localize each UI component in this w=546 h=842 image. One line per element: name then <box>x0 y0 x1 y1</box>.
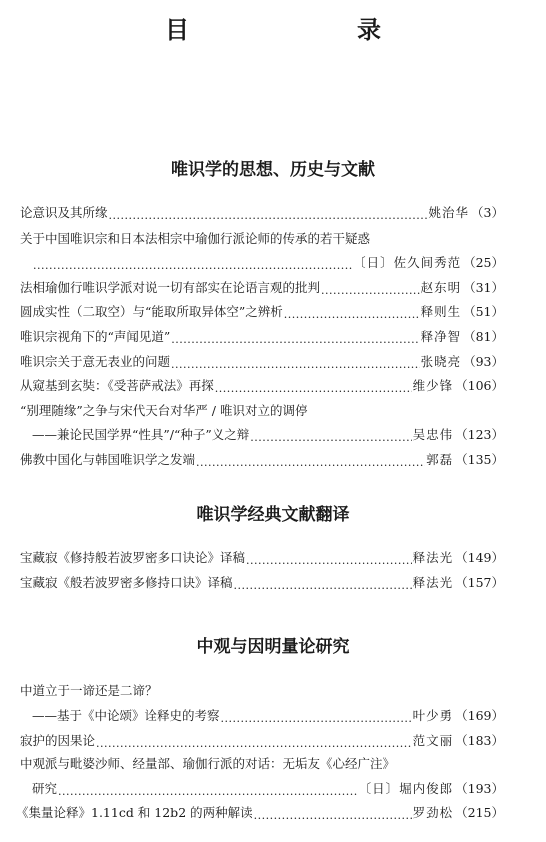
entry-title: 关于中国唯识宗和日本法相宗中瑜伽行派论师的传承的若干疑惑 <box>20 231 371 246</box>
toc-entry <box>20 373 504 395</box>
dot-leader <box>171 357 420 371</box>
entry-author: 吴忠伟 <box>412 427 454 442</box>
entry-title: 论意识及其所缘 <box>20 205 108 220</box>
entry-title: 宝藏寂《般若波罗密多修持口诀》译稿 <box>20 575 233 590</box>
entry-title: 中观派与毗婆沙师、经量部、瑜伽行派的对话：无垢友《心经广注》 <box>20 756 396 771</box>
entry-author: 释净智 <box>420 329 462 344</box>
entry-author: 释则生 <box>420 304 462 319</box>
entry-page: （135） <box>455 452 504 467</box>
entry-author: 罗劲松 <box>412 805 454 820</box>
dot-leader <box>215 381 412 395</box>
toc-entry <box>20 570 504 592</box>
dot-leader <box>246 553 412 567</box>
dot-leader <box>96 736 412 750</box>
page-title: 目 录 <box>165 16 421 44</box>
entry-author: 〔日〕堀内俊郎 <box>358 781 454 796</box>
section-heading-3: 中观与因明量论研究 <box>196 637 350 657</box>
entry-page: （25） <box>463 255 504 270</box>
entry-page: （3） <box>471 205 504 220</box>
toc-entry <box>20 200 504 222</box>
entry-author: 叶少勇 <box>412 708 454 723</box>
dot-leader <box>254 808 412 822</box>
entry-title: ——基于《中论颂》诠释史的考察 <box>32 708 220 723</box>
toc-entry <box>32 422 504 444</box>
dot-leader <box>250 430 411 444</box>
entry-title: 佛教中国化与韩国唯识学之发端 <box>20 452 196 467</box>
entry-page: （157） <box>455 575 504 590</box>
toc-entry <box>32 250 504 272</box>
entry-page: （183） <box>455 733 504 748</box>
entry-author: 张晓亮 <box>420 354 462 369</box>
toc-entry <box>20 275 504 297</box>
toc-entry <box>20 299 504 321</box>
entry-author: 范文丽 <box>412 733 454 748</box>
entry-title: 法相瑜伽行唯识学派对说一切有部实在论语言观的批判 <box>20 280 321 295</box>
toc-entry <box>20 349 504 371</box>
entry-page: （51） <box>463 304 504 319</box>
dot-leader <box>284 307 420 321</box>
entry-page: （93） <box>463 354 504 369</box>
entry-author: 释法光 <box>412 550 454 565</box>
toc-entry <box>20 545 504 567</box>
section-heading-1: 唯识学的思想、历史与文献 <box>171 160 375 180</box>
entry-author: 释法光 <box>412 575 454 590</box>
entry-title: 圆成实性（二取空）与“能取所取异体空”之辨析 <box>20 304 283 319</box>
toc-entry <box>20 447 504 469</box>
toc-entry <box>20 728 504 750</box>
entry-author: 维少锋 <box>412 378 454 393</box>
entry-author: 赵东明 <box>420 280 462 295</box>
entry-title: 《集量论释》1.11cd 和 12b2 的两种解读 <box>16 805 253 820</box>
entry-title: 宝藏寂《修持般若波罗密多口诀论》译稿 <box>20 550 246 565</box>
entry-page: （193） <box>455 781 504 796</box>
entry-title: 从窥基到玄奘：《受菩萨戒法》再探 <box>20 378 214 393</box>
entry-title: ——兼论民国学界“性具”/“种子”义之辩 <box>32 427 250 442</box>
entry-title: 唯识宗关于意无表业的问题 <box>20 354 171 369</box>
entry-page: （106） <box>455 378 504 393</box>
entry-page: （149） <box>455 550 504 565</box>
dot-leader <box>33 258 352 272</box>
toc-entry <box>32 703 504 725</box>
section-heading-2: 唯识学经典文献翻译 <box>196 505 350 525</box>
dot-leader <box>171 332 419 346</box>
dot-leader <box>321 283 420 297</box>
entry-title: “别理随缘”之争与宋代天台对华严 / 唯识对立的调停 <box>20 403 308 418</box>
entry-title: 寂护的因果论 <box>20 733 96 748</box>
dot-leader <box>221 711 412 725</box>
dot-leader <box>109 208 428 222</box>
entry-title: 研究 <box>32 781 58 796</box>
dot-leader <box>196 455 425 469</box>
entry-page: （81） <box>463 329 504 344</box>
entry-page: （123） <box>455 427 504 442</box>
entry-title: 中道立于一谛还是二谛？ <box>20 683 158 698</box>
entry-page: （169） <box>455 708 504 723</box>
entry-page: （31） <box>463 280 504 295</box>
toc-entry <box>20 324 504 346</box>
dot-leader <box>234 578 412 592</box>
entry-page: （215） <box>455 805 504 820</box>
dot-leader <box>58 784 358 798</box>
toc-entry <box>16 800 504 822</box>
entry-author: 〔日〕佐久间秀范 <box>353 255 462 270</box>
entry-title: 唯识宗视角下的“声闻见道” <box>20 329 171 344</box>
entry-author: 郭磊 <box>426 452 454 467</box>
toc-entry <box>32 776 504 798</box>
entry-author: 姚治华 <box>428 205 470 220</box>
